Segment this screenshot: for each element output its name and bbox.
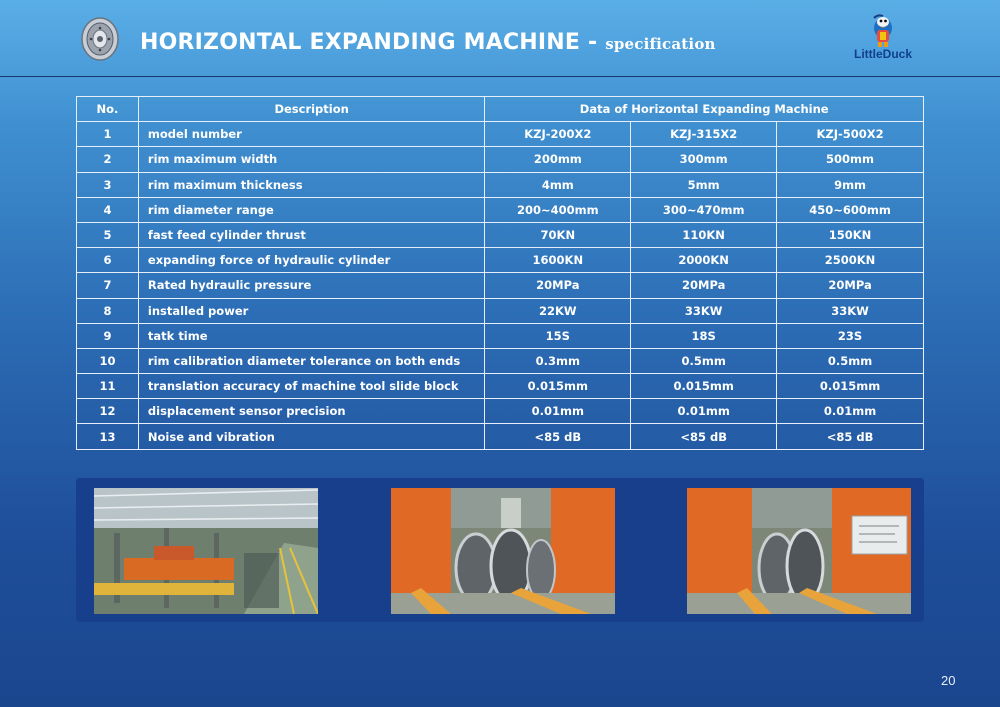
wheel-rim-icon <box>80 17 120 61</box>
value-kzj-315x2: 0.5mm <box>631 348 777 373</box>
page-header <box>0 0 1000 77</box>
page-number: 20 <box>941 673 956 688</box>
table-row <box>77 197 924 222</box>
row-number: 4 <box>77 197 139 222</box>
title-separator: - <box>580 30 606 55</box>
photo-gallery <box>76 478 924 622</box>
value-kzj-200x2: <85 dB <box>485 424 631 449</box>
row-number: 10 <box>77 348 139 373</box>
row-description: rim calibration diameter tolerance on both ends <box>138 348 484 373</box>
value-kzj-315x2: 33KW <box>631 298 777 323</box>
row-description: rim diameter range <box>138 197 484 222</box>
row-description: installed power <box>138 298 484 323</box>
table-header-row <box>77 97 924 122</box>
brand-logo <box>847 14 919 64</box>
title-main: HORIZONTAL EXPANDING MACHINE <box>140 30 581 55</box>
row-description: tatk time <box>138 323 484 348</box>
value-kzj-315x2: 300~470mm <box>631 197 777 222</box>
table-row <box>77 298 924 323</box>
value-kzj-500x2: 0.015mm <box>777 374 924 399</box>
row-number: 3 <box>77 172 139 197</box>
machine-rims-photo-1 <box>391 488 615 614</box>
title-subtitle: specification <box>605 35 716 53</box>
row-description: rim maximum thickness <box>138 172 484 197</box>
value-kzj-200x2: 15S <box>485 323 631 348</box>
row-number: 1 <box>77 122 139 147</box>
row-description: expanding force of hydraulic cylinder <box>138 248 484 273</box>
row-number: 12 <box>77 399 139 424</box>
table-row <box>77 172 924 197</box>
value-kzj-315x2: 2000KN <box>631 248 777 273</box>
page-title <box>140 30 716 55</box>
value-kzj-315x2: 0.01mm <box>631 399 777 424</box>
value-kzj-200x2: 22KW <box>485 298 631 323</box>
value-kzj-500x2: 500mm <box>777 147 924 172</box>
table-row <box>77 147 924 172</box>
value-kzj-200x2: 20MPa <box>485 273 631 298</box>
value-kzj-500x2: 0.01mm <box>777 399 924 424</box>
value-kzj-200x2: 0.3mm <box>485 348 631 373</box>
row-number: 13 <box>77 424 139 449</box>
value-kzj-200x2: 70KN <box>485 222 631 247</box>
row-description: rim maximum width <box>138 147 484 172</box>
machine-rims-photo-2 <box>687 488 911 614</box>
row-description: fast feed cylinder thrust <box>138 222 484 247</box>
value-kzj-315x2: 5mm <box>631 172 777 197</box>
header-no: No. <box>77 97 139 122</box>
value-kzj-315x2: 18S <box>631 323 777 348</box>
specification-table <box>76 96 924 450</box>
value-kzj-200x2: 200mm <box>485 147 631 172</box>
table-row <box>77 424 924 449</box>
row-number: 7 <box>77 273 139 298</box>
duck-mascot-icon <box>847 14 919 48</box>
table-row <box>77 374 924 399</box>
table-row <box>77 323 924 348</box>
value-kzj-200x2: 0.01mm <box>485 399 631 424</box>
row-number: 8 <box>77 298 139 323</box>
row-number: 11 <box>77 374 139 399</box>
row-description: Rated hydraulic pressure <box>138 273 484 298</box>
value-kzj-315x2: 300mm <box>631 147 777 172</box>
value-kzj-500x2: 20MPa <box>777 273 924 298</box>
value-kzj-500x2: 450~600mm <box>777 197 924 222</box>
value-kzj-200x2: 200~400mm <box>485 197 631 222</box>
value-kzj-500x2: 33KW <box>777 298 924 323</box>
value-kzj-500x2: 9mm <box>777 172 924 197</box>
value-kzj-500x2: 2500KN <box>777 248 924 273</box>
table-row <box>77 122 924 147</box>
value-kzj-500x2: 23S <box>777 323 924 348</box>
value-kzj-200x2: 4mm <box>485 172 631 197</box>
row-number: 9 <box>77 323 139 348</box>
row-description: model number <box>138 122 484 147</box>
table-row <box>77 399 924 424</box>
value-kzj-200x2: KZJ-200X2 <box>485 122 631 147</box>
row-number: 2 <box>77 147 139 172</box>
row-number: 6 <box>77 248 139 273</box>
value-kzj-200x2: 0.015mm <box>485 374 631 399</box>
row-description: Noise and vibration <box>138 424 484 449</box>
brand-name: LittleDuck <box>853 47 912 61</box>
row-number: 5 <box>77 222 139 247</box>
value-kzj-500x2: 0.5mm <box>777 348 924 373</box>
table-row <box>77 348 924 373</box>
value-kzj-315x2: 20MPa <box>631 273 777 298</box>
value-kzj-315x2: 110KN <box>631 222 777 247</box>
header-data: Data of Horizontal Expanding Machine <box>485 97 924 122</box>
factory-floor-photo <box>94 488 318 614</box>
header-description: Description <box>138 97 484 122</box>
value-kzj-500x2: <85 dB <box>777 424 924 449</box>
row-description: displacement sensor precision <box>138 399 484 424</box>
table-row <box>77 222 924 247</box>
value-kzj-315x2: <85 dB <box>631 424 777 449</box>
value-kzj-315x2: 0.015mm <box>631 374 777 399</box>
value-kzj-500x2: KZJ-500X2 <box>777 122 924 147</box>
table-row <box>77 248 924 273</box>
row-description: translation accuracy of machine tool slide block <box>138 374 484 399</box>
value-kzj-500x2: 150KN <box>777 222 924 247</box>
table-row <box>77 273 924 298</box>
value-kzj-200x2: 1600KN <box>485 248 631 273</box>
value-kzj-315x2: KZJ-315X2 <box>631 122 777 147</box>
